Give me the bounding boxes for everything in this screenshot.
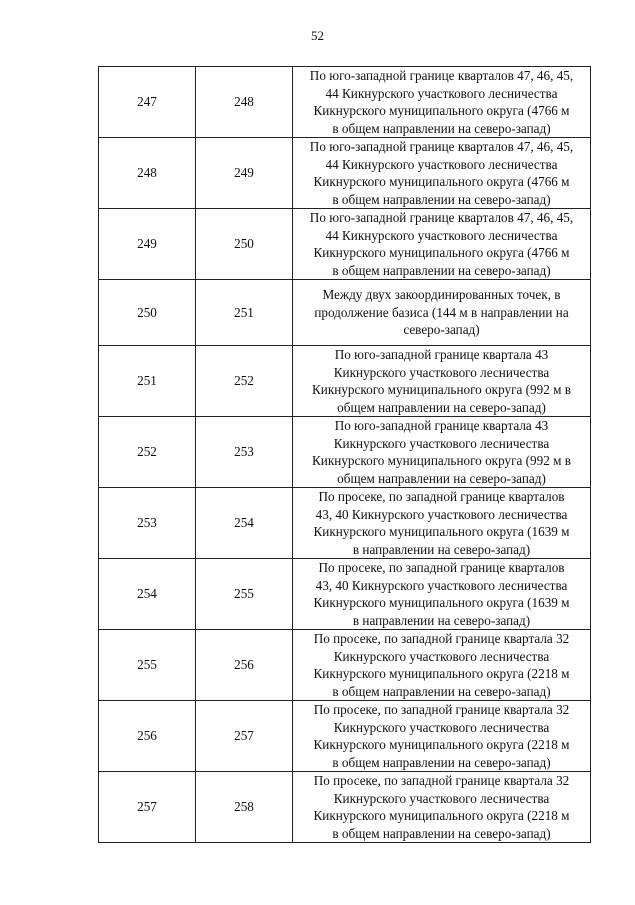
table-body	[99, 67, 591, 843]
description-cell	[293, 417, 591, 488]
description-line: 44 Кикнурского участкового лесничества	[325, 227, 558, 243]
from-point-cell: 256	[99, 701, 196, 772]
description-line: Кикнурского муниципального округа (4766 м	[313, 174, 570, 189]
description-line: 43, 40 Кикнурского участкового лесничества	[315, 577, 568, 593]
to-point-cell: 257	[196, 701, 293, 772]
description-line: общем направлении на северо-запад)	[337, 399, 546, 415]
description-line: в общем направлении на северо-запад)	[332, 825, 551, 841]
description-line: По юго-западной границе квартала 43	[334, 418, 549, 433]
description-line: Кикнурского муниципального округа (992 м в	[312, 382, 571, 397]
description-line: Кикнурского муниципального округа (2218 м	[313, 808, 570, 823]
description-line: По юго-западной границе кварталов 47, 46, 45,	[309, 210, 574, 225]
from-point-cell: 247	[99, 67, 196, 138]
table-row	[99, 346, 591, 417]
description-line: Кикнурского муниципального округа (1639 м	[313, 595, 570, 610]
description-cell	[293, 488, 591, 559]
description-line: в общем направлении на северо-запад)	[332, 683, 551, 699]
table-row	[99, 209, 591, 280]
from-point-cell: 254	[99, 559, 196, 630]
to-point-cell: 255	[196, 559, 293, 630]
description-line: в направлении на северо-запад)	[352, 541, 531, 557]
description-line: в общем направлении на северо-запад)	[332, 754, 551, 770]
from-point-cell: 255	[99, 630, 196, 701]
to-point-cell: 256	[196, 630, 293, 701]
table-row	[99, 417, 591, 488]
description-line: По юго-западной границе кварталов 47, 46, 45,	[309, 139, 574, 154]
from-point-cell: 250	[99, 280, 196, 346]
to-point-cell: 248	[196, 67, 293, 138]
to-point-cell: 250	[196, 209, 293, 280]
description-line: 44 Кикнурского участкового лесничества	[325, 85, 558, 101]
description-line: По юго-западной границе квартала 43	[334, 347, 549, 362]
description-cell	[293, 209, 591, 280]
description-line: в направлении на северо-запад)	[352, 612, 531, 628]
description-line: в общем направлении на северо-запад)	[332, 191, 551, 207]
description-line: в общем направлении на северо-запад)	[332, 120, 551, 136]
table-row	[99, 138, 591, 209]
to-point-cell: 252	[196, 346, 293, 417]
description-line: Кикнурского муниципального округа (4766 м	[313, 245, 570, 260]
description-line: Кикнурского муниципального округа (1639 м	[313, 524, 570, 539]
description-cell	[293, 630, 591, 701]
to-point-cell: 254	[196, 488, 293, 559]
description-line: Кикнурского муниципального округа (4766 м	[313, 103, 570, 118]
from-point-cell: 252	[99, 417, 196, 488]
description-cell	[293, 559, 591, 630]
from-point-cell: 257	[99, 772, 196, 843]
description-line: Кикнурского участкового лесничества	[333, 435, 550, 451]
description-cell	[293, 346, 591, 417]
description-line: 44 Кикнурского участкового лесничества	[325, 156, 558, 172]
table-row	[99, 630, 591, 701]
table-row	[99, 67, 591, 138]
to-point-cell: 251	[196, 280, 293, 346]
description-line: По просеке, по западной границе квартала 32	[313, 702, 570, 717]
description-line: По просеке, по западной границе кварталов	[318, 560, 565, 575]
description-cell	[293, 67, 591, 138]
description-cell	[293, 280, 591, 346]
description-line: продолжение базиса (144 м в направлении на	[314, 304, 569, 320]
description-line: северо-запад)	[403, 322, 480, 338]
description-line: Кикнурского участкового лесничества	[333, 719, 550, 735]
description-line: Кикнурского муниципального округа (992 м в	[312, 453, 571, 468]
description-cell	[293, 772, 591, 843]
description-line: Кикнурского участкового лесничества	[333, 364, 550, 380]
table-row	[99, 559, 591, 630]
description-line: По просеке, по западной границе квартала 32	[313, 773, 570, 788]
from-point-cell: 253	[99, 488, 196, 559]
boundary-table	[98, 66, 591, 843]
description-line: Кикнурского участкового лесничества	[333, 648, 550, 664]
description-line: Кикнурского участкового лесничества	[333, 790, 550, 806]
table-row	[99, 772, 591, 843]
table-row	[99, 701, 591, 772]
description-line: Кикнурского муниципального округа (2218 м	[313, 666, 570, 681]
description-line: в общем направлении на северо-запад)	[332, 262, 551, 278]
description-line: По юго-западной границе кварталов 47, 46, 45,	[309, 68, 574, 83]
description-line: общем направлении на северо-запад)	[337, 470, 546, 486]
description-line: По просеке, по западной границе кварталов	[318, 489, 565, 504]
description-cell	[293, 701, 591, 772]
to-point-cell: 249	[196, 138, 293, 209]
description-line: Кикнурского муниципального округа (2218 м	[313, 737, 570, 752]
table-row	[99, 488, 591, 559]
description-line: 43, 40 Кикнурского участкового лесничества	[315, 506, 568, 522]
table-row	[99, 280, 591, 346]
to-point-cell: 258	[196, 772, 293, 843]
description-cell	[293, 138, 591, 209]
from-point-cell: 249	[99, 209, 196, 280]
from-point-cell: 251	[99, 346, 196, 417]
from-point-cell: 248	[99, 138, 196, 209]
page-number: 52	[311, 28, 324, 43]
description-line: По просеке, по западной границе квартала 32	[313, 631, 570, 646]
description-line: Между двух закоординированных точек, в	[322, 287, 561, 303]
to-point-cell: 253	[196, 417, 293, 488]
